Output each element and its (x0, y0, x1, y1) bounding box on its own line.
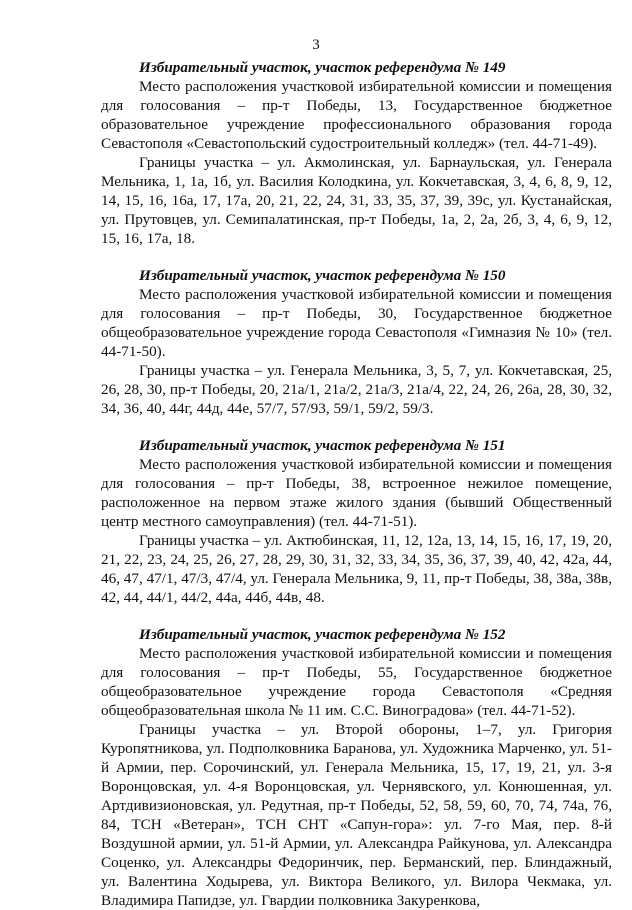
location-paragraph: Место расположения участковой избирательной комиссии и помещения для голосования – пр-т Победы, 13, Государственное бюджетное образовательное учреждение профессионального образования города Севастополя «Севастопольский судостроительный колледж» (тел. 44-71-49). (101, 78, 612, 152)
location-paragraph: Место расположения участковой избирательной комиссии и помещения для голосования – пр-т Победы, 55, Государственное бюджетное общеобразовательное учреждение города Севастополя «Средняя общеобразовательная школа № 11 им. С.С. Виноградова» (тел. 44-71-52). (101, 645, 612, 719)
location-paragraph: Место расположения участковой избирательной комиссии и помещения для голосования – пр-т Победы, 30, Государственное бюджетное общеобразовательное учреждение города Севастополя «Гимназия № 10» (тел. 44-71-50). (101, 286, 612, 360)
boundaries-paragraph: Границы участка – ул. Второй обороны, 1–7, ул. Григория Куропятникова, ул. Подполковника Баранова, ул. Художника Марченко, ул. 51-й Армии, пер. Сорочинский, ул. Генерала Мельника, 15, 17, 19, 21, ул. 3-я Воронцовская, ул. 4-я Воронцовская, ул. Чернявского, ул. Конюшенная, ул. Артдивизионовская, ул. Редутная, пр-т Победы, 52, 58, 59, 60, 70, 74, 74а, 76, 84, ТСН «Ветеран», ТСН СНТ «Сапун-гора»: ул. 7-го Мая, пер. 8-й Воздушной армии, ул. 51-й Армии, ул. Александра Райкунова, ул. Александра Соценко, ул. Александры Федоринчик, пер. Берманский, пер. Блиндажный, ул. Валентина Ходырева, ул. Виктора Великого, ул. Вилора Чекмака, ул. Владимира Папидзе, ул. Гвардии полковника Закуренкова, (101, 721, 612, 909)
section-heading: Избирательный участок, участок референдума № 151 (139, 437, 506, 454)
polling-station-149 (101, 58, 612, 248)
section-heading: Избирательный участок, участок референдума № 149 (139, 59, 506, 76)
section-heading: Избирательный участок, участок референдума № 152 (139, 626, 506, 643)
boundaries-paragraph: Границы участка – ул. Генерала Мельника, 3, 5, 7, ул. Кокчетавская, 25, 26, 28, 30, пр-т Победы, 20, 21а/1, 21а/2, 21а/3, 21а/4, 22, 24, 26, 26а, 28, 30, 32, 34, 36, 40, 44г, 44д, 44е, 57/7, 57/93, 59/1, 59/2, 59/3. (101, 362, 612, 417)
location-paragraph: Место расположения участковой избирательной комиссии и помещения для голосования – пр-т Победы, 38, встроенное нежилое помещение, расположенное на первом этаже жилого здания (бывший Общественный центр местного самоуправления) (тел. 44-71-51). (101, 456, 612, 530)
polling-station-151 (101, 436, 612, 607)
polling-station-152 (101, 625, 612, 910)
polling-station-150 (101, 266, 612, 418)
page-number: 3 (312, 37, 320, 53)
document-body (101, 58, 612, 910)
boundaries-paragraph: Границы участка – ул. Актюбинская, 11, 12, 12а, 13, 14, 15, 16, 17, 19, 20, 21, 22, 23, 24, 25, 26, 27, 28, 29, 30, 31, 32, 33, 34, 35, 36, 37, 39, 40, 42, 42а, 44, 46, 47, 47/1, 47/3, 47/4, ул. Генерала Мельника, 9, 11, пр-т Победы, 38, 38а, 38в, 42, 44, 44/1, 44/2, 44а, 44б, 44в, 48. (101, 532, 612, 606)
section-heading: Избирательный участок, участок референдума № 150 (139, 267, 506, 284)
boundaries-paragraph: Границы участка – ул. Акмолинская, ул. Барнаульская, ул. Генерала Мельника, 1, 1а, 1б, ул. Василия Колодкина, ул. Кокчетавская, 3, 4, 6, 8, 9, 12, 14, 15, 16, 16а, 17, 17а, 20, 21, 22, 24, 31, 33, 35, 37, 39, 39с, ул. Кустанайская, ул. Прутовцев, ул. Семипалатинская, пр-т Победы, 1а, 2, 2а, 2б, 3, 4, 6, 9, 12, 15, 16, 17а, 18. (101, 154, 612, 247)
